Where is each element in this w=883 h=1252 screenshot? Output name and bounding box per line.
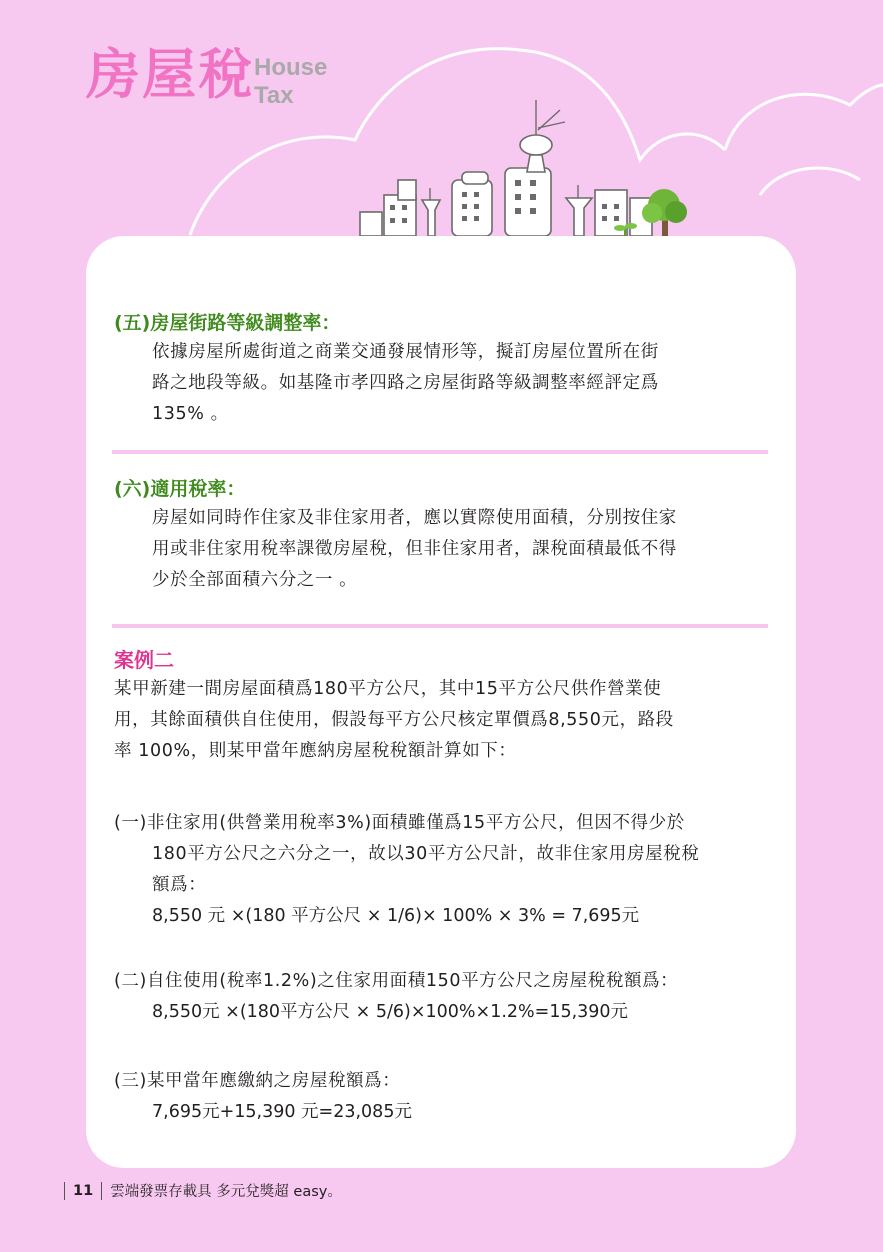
section-body <box>114 503 774 596</box>
section-title: (六)適用稅率： <box>114 478 246 500</box>
case-intro <box>114 674 774 767</box>
item-line: 180平方公尺之六分之一，故以30平方公尺計，故非住家用房屋稅稅 <box>152 844 700 865</box>
section-street-level-rate <box>114 310 774 430</box>
body-line: 135% 。 <box>152 403 229 424</box>
formula: 8,550 元 ×(180 平方公尺 × 1/6)× 100% × 3% = 7,695元 <box>152 906 640 927</box>
page-number: 11 <box>73 1182 94 1199</box>
body-line: 房屋如同時作住家及非住家用者，應以實際使用面積，分別按住家 <box>152 507 677 528</box>
intro-line: 率 100%，則某甲當年應納房屋稅稅額計算如下： <box>114 741 517 762</box>
formula: 7,695元+15,390 元=23,085元 <box>152 1102 412 1123</box>
divider <box>112 624 768 628</box>
section-body <box>114 337 774 430</box>
section-applicable-tax-rate <box>114 476 774 596</box>
title-en-line1: House <box>254 54 328 81</box>
case-item-2 <box>114 966 774 1028</box>
section-title: (五)房屋街路等級調整率： <box>114 312 341 334</box>
item-line: 額爲： <box>152 875 207 896</box>
case-item-1 <box>114 808 774 933</box>
title-en-line2: Tax <box>254 81 294 109</box>
case-title: 案例二 <box>114 648 174 672</box>
body-line: 依據房屋所處街道之商業交通發展情形等，擬訂房屋位置所在街 <box>152 341 659 362</box>
body-line: 少於全部面積六分之一 。 <box>152 569 358 590</box>
case-item-3 <box>114 1066 774 1128</box>
city-skyline-illustration <box>0 0 883 260</box>
intro-line: 某甲新建一間房屋面積爲180平方公尺，其中15平方公尺供作營業使 <box>114 679 662 699</box>
footer-slogan: 雲端發票存載具 多元兌獎超 easy。 <box>110 1184 342 1200</box>
intro-line: 用，其餘面積供自住使用，假設每平方公尺核定單價爲8,550元，路段 <box>114 710 674 731</box>
divider <box>112 450 768 454</box>
formula: 8,550元 ×(180平方公尺 × 5/6)×100%×1.2%=15,390元 <box>152 1002 629 1023</box>
footer-separator <box>64 1182 65 1200</box>
item-line: (二)自住使用(稅率1.2%)之住家用面積150平方公尺之房屋稅稅額爲： <box>114 971 679 991</box>
item-line: (一)非住家用(供營業用稅率3%)面積雖僅爲15平方公尺，但因不得少於 <box>114 813 685 833</box>
page-title: 房屋稅 <box>86 43 254 106</box>
item-text <box>114 808 774 901</box>
page-footer <box>56 1180 342 1201</box>
body-line: 路之地段等級。如基隆市孝四路之房屋街路等級調整率經評定爲 <box>152 372 659 393</box>
case-example-2 <box>114 646 774 767</box>
footer-separator <box>101 1182 102 1200</box>
body-line: 用或非住家用稅率課徵房屋稅，但非住家用者，課稅面積最低不得 <box>152 538 677 559</box>
item-line: (三)某甲當年應繳納之房屋稅額爲： <box>114 1071 401 1091</box>
